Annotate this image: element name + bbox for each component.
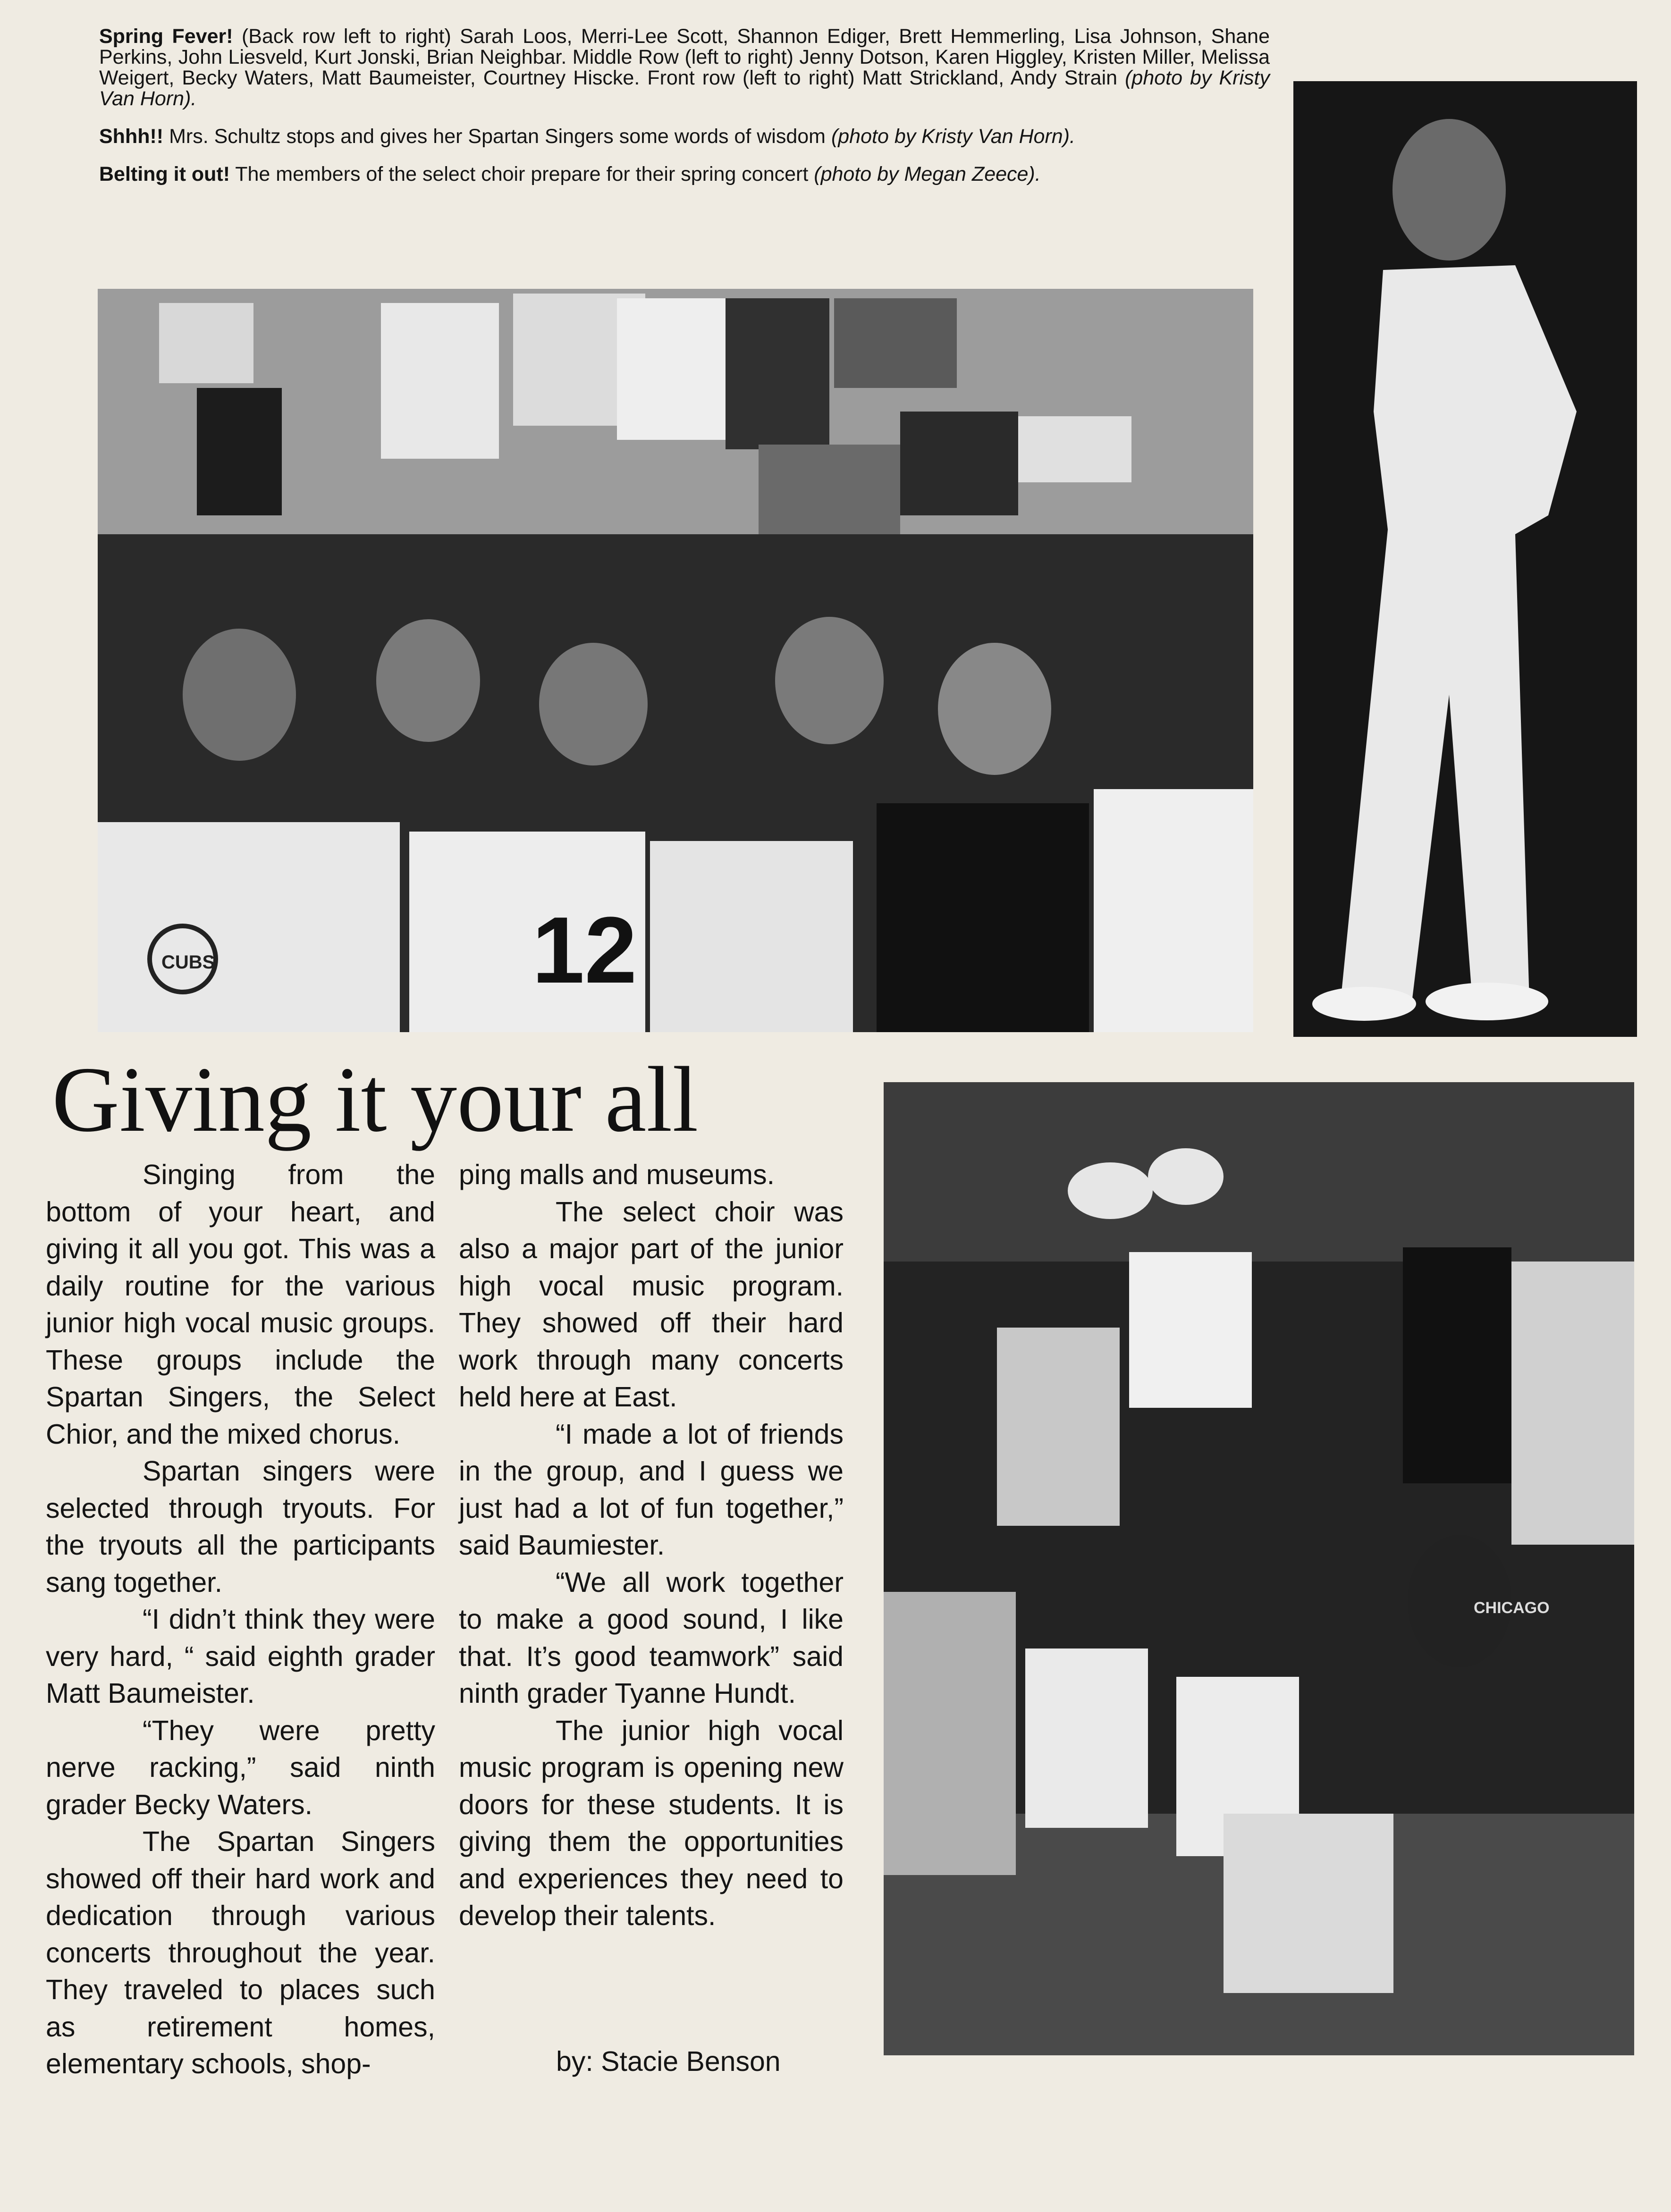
- teacher-photo-image: [1293, 81, 1637, 1037]
- caption-text: Mrs. Schultz stops and gives her Spartan Singers some words of wisdom: [163, 125, 831, 148]
- paragraph: ping malls and museums.: [459, 1159, 775, 1190]
- caption-credit: (photo by Kristy Van Horn).: [99, 67, 1270, 110]
- paragraph: “They were pretty nerve racking,” said ninth grader Becky Waters.: [46, 1715, 435, 1820]
- byline: by: Stacie Benson: [556, 2046, 781, 2077]
- jersey-number: 12: [532, 898, 637, 1003]
- photo-captions: [99, 26, 1270, 202]
- paragraph: The junior high vocal music program is opening new doors for these students. It is giving them the opportunities and experiences they need to develop their talents.: [459, 1715, 844, 1931]
- caption-shhh: [99, 126, 1270, 147]
- article-headline: Giving it your all: [52, 1048, 699, 1151]
- paragraph: The Spartan Singers showed off their hard work and dedication through various concerts throughout the year. They traveled to places such as retirement homes, elementary schools, shop-: [46, 1826, 435, 2079]
- caption-lead: Shhh!!: [99, 125, 164, 148]
- caption-text: The members of the select choir prepare for their spring concert: [230, 163, 814, 185]
- select-choir-photo-image: [884, 1082, 1634, 2055]
- caption-text: (Back row left to right) Sarah Loos, Merri-Lee Scott, Shannon Ediger, Brett Hemmerling, Lisa Johnson, Shane Perkins, John Liesveld, Kurt Jonski, Brian Neighbar. Middle Row (left to right) Jenny Dotson, Karen Higgley, Kristen Miller, Melissa Weigert, Becky Waters, Matt Baumeister, Courtney Hiscke. Front row (left to right) Matt Strickland, Andy Strain: [99, 25, 1270, 89]
- paragraph: “I didn’t think they were very hard, “ said eighth grader Matt Baumeister.: [46, 1604, 435, 1709]
- article-column-2: [459, 1156, 844, 1934]
- select-choir-photo: [884, 1082, 1634, 2055]
- shirt-text: CHICAGO: [1474, 1599, 1550, 1617]
- paragraph: The select choir was also a major part of the junior high vocal music program. They showed off their hard work through many concerts held here at East.: [459, 1196, 844, 1413]
- caption-spring-fever: [99, 26, 1270, 109]
- caption-lead: Spring Fever!: [99, 25, 233, 48]
- caption-belting: [99, 164, 1270, 185]
- caption-lead: Belting it out!: [99, 163, 230, 185]
- choir-photo-image: [98, 289, 1253, 1032]
- shirt-logo: CUBS: [161, 952, 215, 973]
- teacher-photo: [1293, 81, 1637, 1037]
- paragraph: Singing from the bottom of your heart, and giving it all you got. This was a daily routine for the various junior high vocal music groups. These groups include the Spartan Singers, the Select Chior, and the mixed chorus.: [46, 1159, 435, 1450]
- paragraph: “We all work together to make a good sound, I like that. It’s good teamwork” said ninth grader Tyanne Hundt.: [459, 1566, 844, 1709]
- caption-credit: (photo by Kristy Van Horn).: [831, 125, 1075, 148]
- paragraph: “I made a lot of friends in the group, and I guess we just had a lot of fun together,” said Baumiester.: [459, 1418, 844, 1561]
- choir-photo: [98, 289, 1253, 1032]
- article-column-1: [46, 1156, 435, 2083]
- caption-credit: (photo by Megan Zeece).: [814, 163, 1041, 185]
- paragraph: Spartan singers were selected through tryouts. For the tryouts all the participants sang together.: [46, 1455, 435, 1598]
